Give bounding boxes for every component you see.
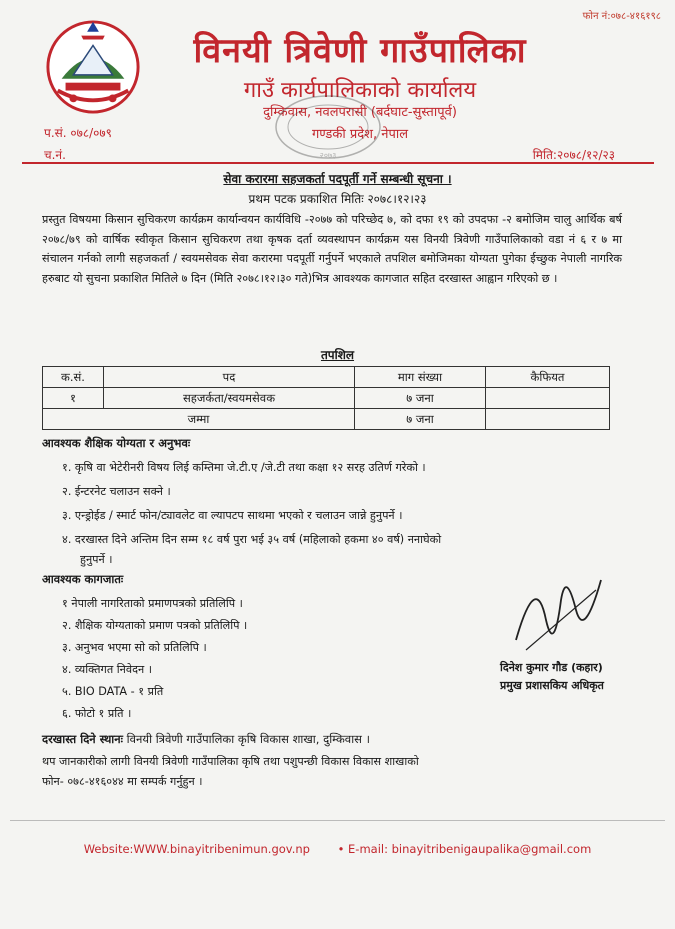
- document-item: ३. अनुभव भएमा सो को प्रतिलिपि ।: [62, 641, 207, 654]
- table-cell: १: [43, 388, 104, 409]
- document-item: ४. व्यक्तिगत निवेदन ।: [62, 663, 153, 676]
- notice-title: सेवा करारमा सहजकर्ता पदपूर्ती गर्ने सम्बन्धी सूचना ।: [223, 172, 452, 186]
- footer-website[interactable]: Website:WWW.binayitribenimun.gov.np: [83, 842, 310, 856]
- office-name: विनयी त्रिवेणी गाउँपालिका: [193, 31, 527, 71]
- footer-email[interactable]: • E-mail: binayitribenigaupalika@gmail.com: [337, 842, 592, 856]
- contact-info: [42, 752, 642, 792]
- header-divider: [22, 162, 654, 164]
- total-value: ७ जना: [355, 409, 486, 430]
- qualification-item: हुनुपर्ने ।: [80, 553, 113, 566]
- nepal-emblem-icon: [44, 18, 142, 116]
- document-item: ६. फोटो १ प्रति ।: [62, 707, 132, 720]
- submission-label: दरखास्त दिने स्थानः: [42, 732, 123, 746]
- header-phone: फोन नं:०७८-४१६१९८: [582, 11, 661, 22]
- table-total-row: [43, 409, 610, 430]
- contact-line: थप जानकारीको लागी विनयी त्रिवेणी गाउँपालिका कृषि तथा पशुपन्छी विकास विकास शाखाको: [42, 755, 419, 768]
- table-cell: सहजर्कता/स्वयमसेवक: [104, 388, 355, 409]
- address-line-1: दुम्किवास, नवलपरासी (बर्दघाट-सुस्तापूर्व): [263, 105, 457, 120]
- document-item: १ नेपाली नागरिताको प्रमाणपत्रको प्रतिलिपि ।: [62, 597, 243, 610]
- table-header-cell: कैफियत: [486, 367, 610, 388]
- footer-divider: [10, 820, 665, 821]
- contact-line: फोन- ०७८-४१६०४४ मा सम्पर्क गर्नुहुन ।: [42, 775, 203, 788]
- address-line-2: गण्डकी प्रदेश, नेपाल: [311, 127, 409, 142]
- office-subtitle: गाउँ कार्यपालिकाको कार्यालय: [243, 78, 477, 103]
- reference-number: प.सं. ०७८/०७९: [44, 126, 112, 140]
- notice-paragraph: प्रस्तुत विषयमा किसान सुचिकरण कार्यक्रम कार्यान्वयन कार्यविधि -२०७७ को परिच्छेद ७, को दफा १९ को उपदफा -२ बमोजिम चालु आर्थिक बर्ष २०७८/७९ को वार्षिक स्वीकृत किसान सुचिकरण तथा कृषक दर्ता व्यवस्थापन कार्यक्रम यस विनयी त्रिवेणी गाउँपालिकाको वडा नं ६ र ७ मा संचालन गर्नको लागी सहजकर्ता / स्वयमसेवक सेवा करारमा पदपूर्ती गर्नुपर्ने भएकाले तपशिल बमोजिमका योग्यता पुगेका ईच्छुक नेपाली नागरिक हरुबाट यो सुचना प्रकाशित मितिले ७ दिन (मिति २०७८।१२।३० गते)भित्र आवश्यक कागजात सहित दरखास्त आह्वान गरिएको छ ।: [42, 213, 622, 285]
- qualification-item: २. ईन्टरनेट चलाउन सक्ने ।: [62, 485, 171, 498]
- document-item: ५. BIO DATA - १ प्रति: [62, 685, 164, 698]
- office-stamp-icon: [272, 92, 384, 162]
- dispatch-number: च.नं.: [44, 148, 66, 162]
- table-header-cell: क.सं.: [43, 367, 104, 388]
- table-header-cell: पद: [104, 367, 355, 388]
- document-item: २. शैक्षिक योग्यताको प्रमाण पत्रको प्रतिलिपि ।: [62, 619, 248, 632]
- footer: [0, 842, 675, 856]
- notice-published-date: प्रथम पटक प्रकाशित मितिः २०७८।१२।२३: [248, 192, 427, 206]
- signatory-name: दिनेश कुमार गौड (कहार): [500, 661, 603, 674]
- submission-place-text: विनयी त्रिवेणी गाउँपालिका कृषि विकास शाखा, दुम्किवास ।: [126, 732, 370, 746]
- table-header-cell: माग संख्या: [355, 367, 486, 388]
- stamp-year: २०७३: [319, 151, 337, 160]
- schedule-table: [42, 366, 610, 430]
- total-label: जम्मा: [43, 409, 355, 430]
- documents-heading: आवश्यक कागजातः: [42, 572, 124, 586]
- table-cell: ७ जना: [355, 388, 486, 409]
- header-date: मिति:२०७८/१२/२३: [532, 148, 615, 162]
- qualification-item: ४. दरखास्त दिने अन्तिम दिन सम्म १८ वर्ष पुरा भई ३५ वर्ष (महिलाको हकमा ४० वर्ष) ननाघेको: [62, 533, 442, 546]
- qualification-item: ३. एन्ड्रोईड / स्मार्ट फोन/ट्यावलेट वा ल्यापटप साथमा भएको र चलाउन जान्ने हुनुपर्ने ।: [62, 509, 403, 522]
- qualification-item: १. कृषि वा भेटेरीनरी विषय लिई कम्तिमा जे.टी.ए /जे.टी तथा कक्षा १२ सरह उतिर्ण गरेको ।: [62, 461, 426, 474]
- submission-place: [42, 732, 370, 747]
- schedule-label: तपशिल: [320, 348, 355, 362]
- signatory-title: प्रमुख प्रशासकिय अधिकृत: [500, 679, 604, 692]
- qualifications-heading: आवश्यक शैक्षिक योग्यता र अनुभवः: [42, 436, 191, 450]
- table-header-row: [43, 367, 610, 388]
- table-cell: [486, 388, 610, 409]
- table-row: [43, 388, 610, 409]
- signature-icon: [506, 560, 616, 670]
